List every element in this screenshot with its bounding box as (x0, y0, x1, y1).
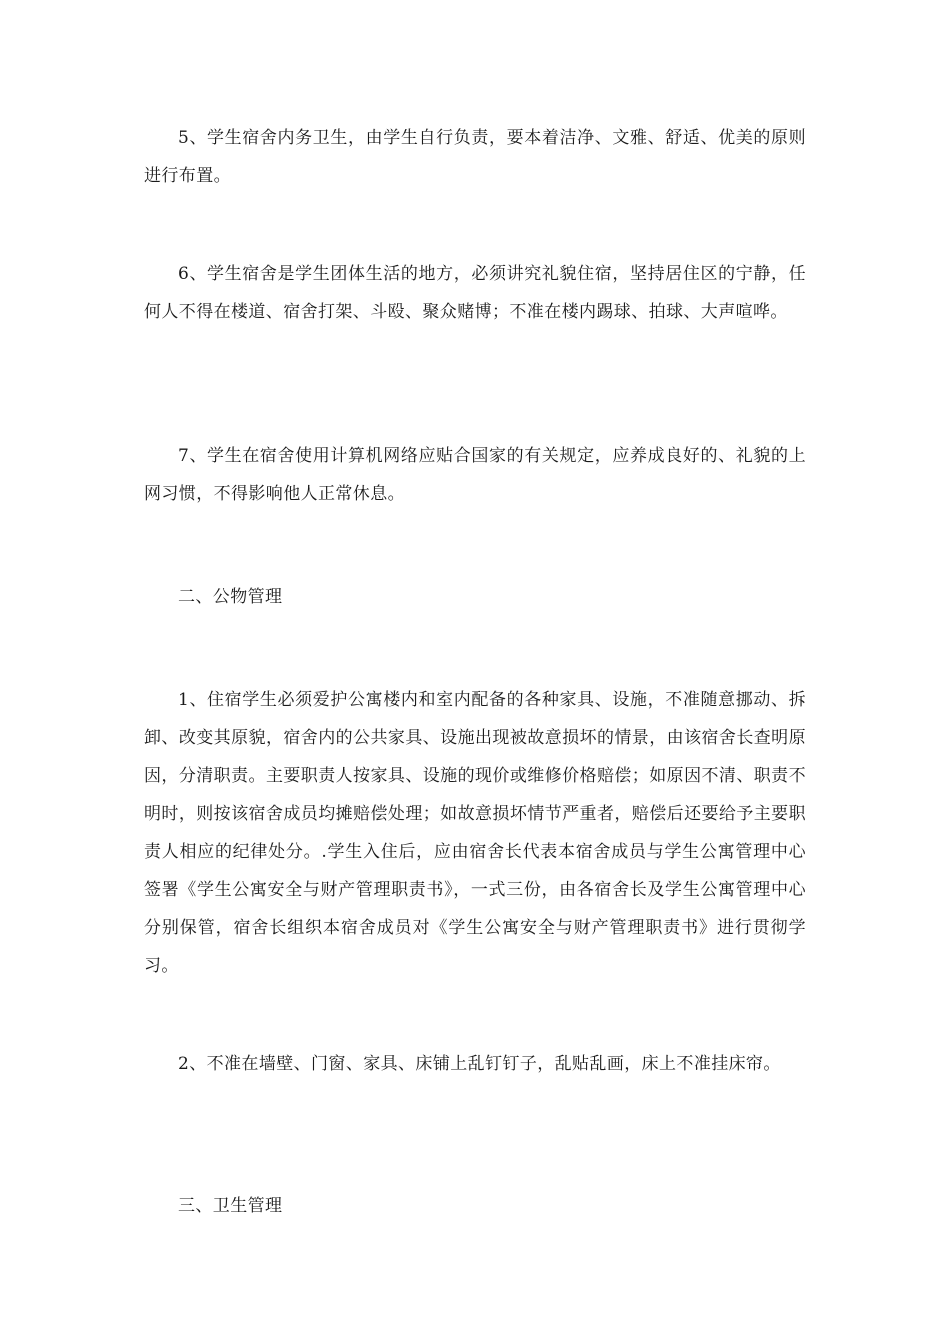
section-heading-hygiene: 三、卫生管理 (178, 1196, 283, 1216)
paragraph-property-rule-1: 1、住宿学生必须爱护公寓楼内和室内配备的各种家具、设施，不准随意挪动、拆卸、改变其原貌，宿舍内的公共家具、设施出现被故意损坏的情景，由该宿舍长查明原因，分清职责。主要职责人按家具、设施的现价或维修价格赔偿；如原因不清、职责不明时，则按该宿舍成员均摊赔偿处理；如故意损坏情节严重者，赔偿后还要给予主要职责人相应的纪律处分。.学生入住后，应由宿舍长代表本宿舍成员与学生公寓管理中心签署《学生公寓安全与财产管理职责书》，一式三份，由各宿舍长及学生公寓管理中心分别保管，宿舍长组织本宿舍成员对《学生公寓安全与财产管理职责书》进行贯彻学习。 (144, 690, 806, 976)
paragraph-rule-6: 6、学生宿舍是学生团体生活的地方，必须讲究礼貌住宿，坚持居住区的宁静，任何人不得在楼道、宿舍打架、斗殴、聚众赌博；不准在楼内踢球、拍球、大声喧哗。 (144, 264, 806, 322)
section-heading-public-property: 二、公物管理 (178, 587, 283, 607)
paragraph-rule-5: 5、学生宿舍内务卫生，由学生自行负责，要本着洁净、文雅、舒适、优美的原则进行布置。 (144, 128, 806, 186)
paragraph-rule-7: 7、学生在宿舍使用计算机网络应贴合国家的有关规定，应养成良好的、礼貌的上网习惯，不得影响他人正常休息。 (144, 446, 806, 504)
paragraph-property-rule-2: 2、不准在墙壁、门窗、家具、床铺上乱钉钉子，乱贴乱画，床上不准挂床帘。 (178, 1054, 781, 1074)
